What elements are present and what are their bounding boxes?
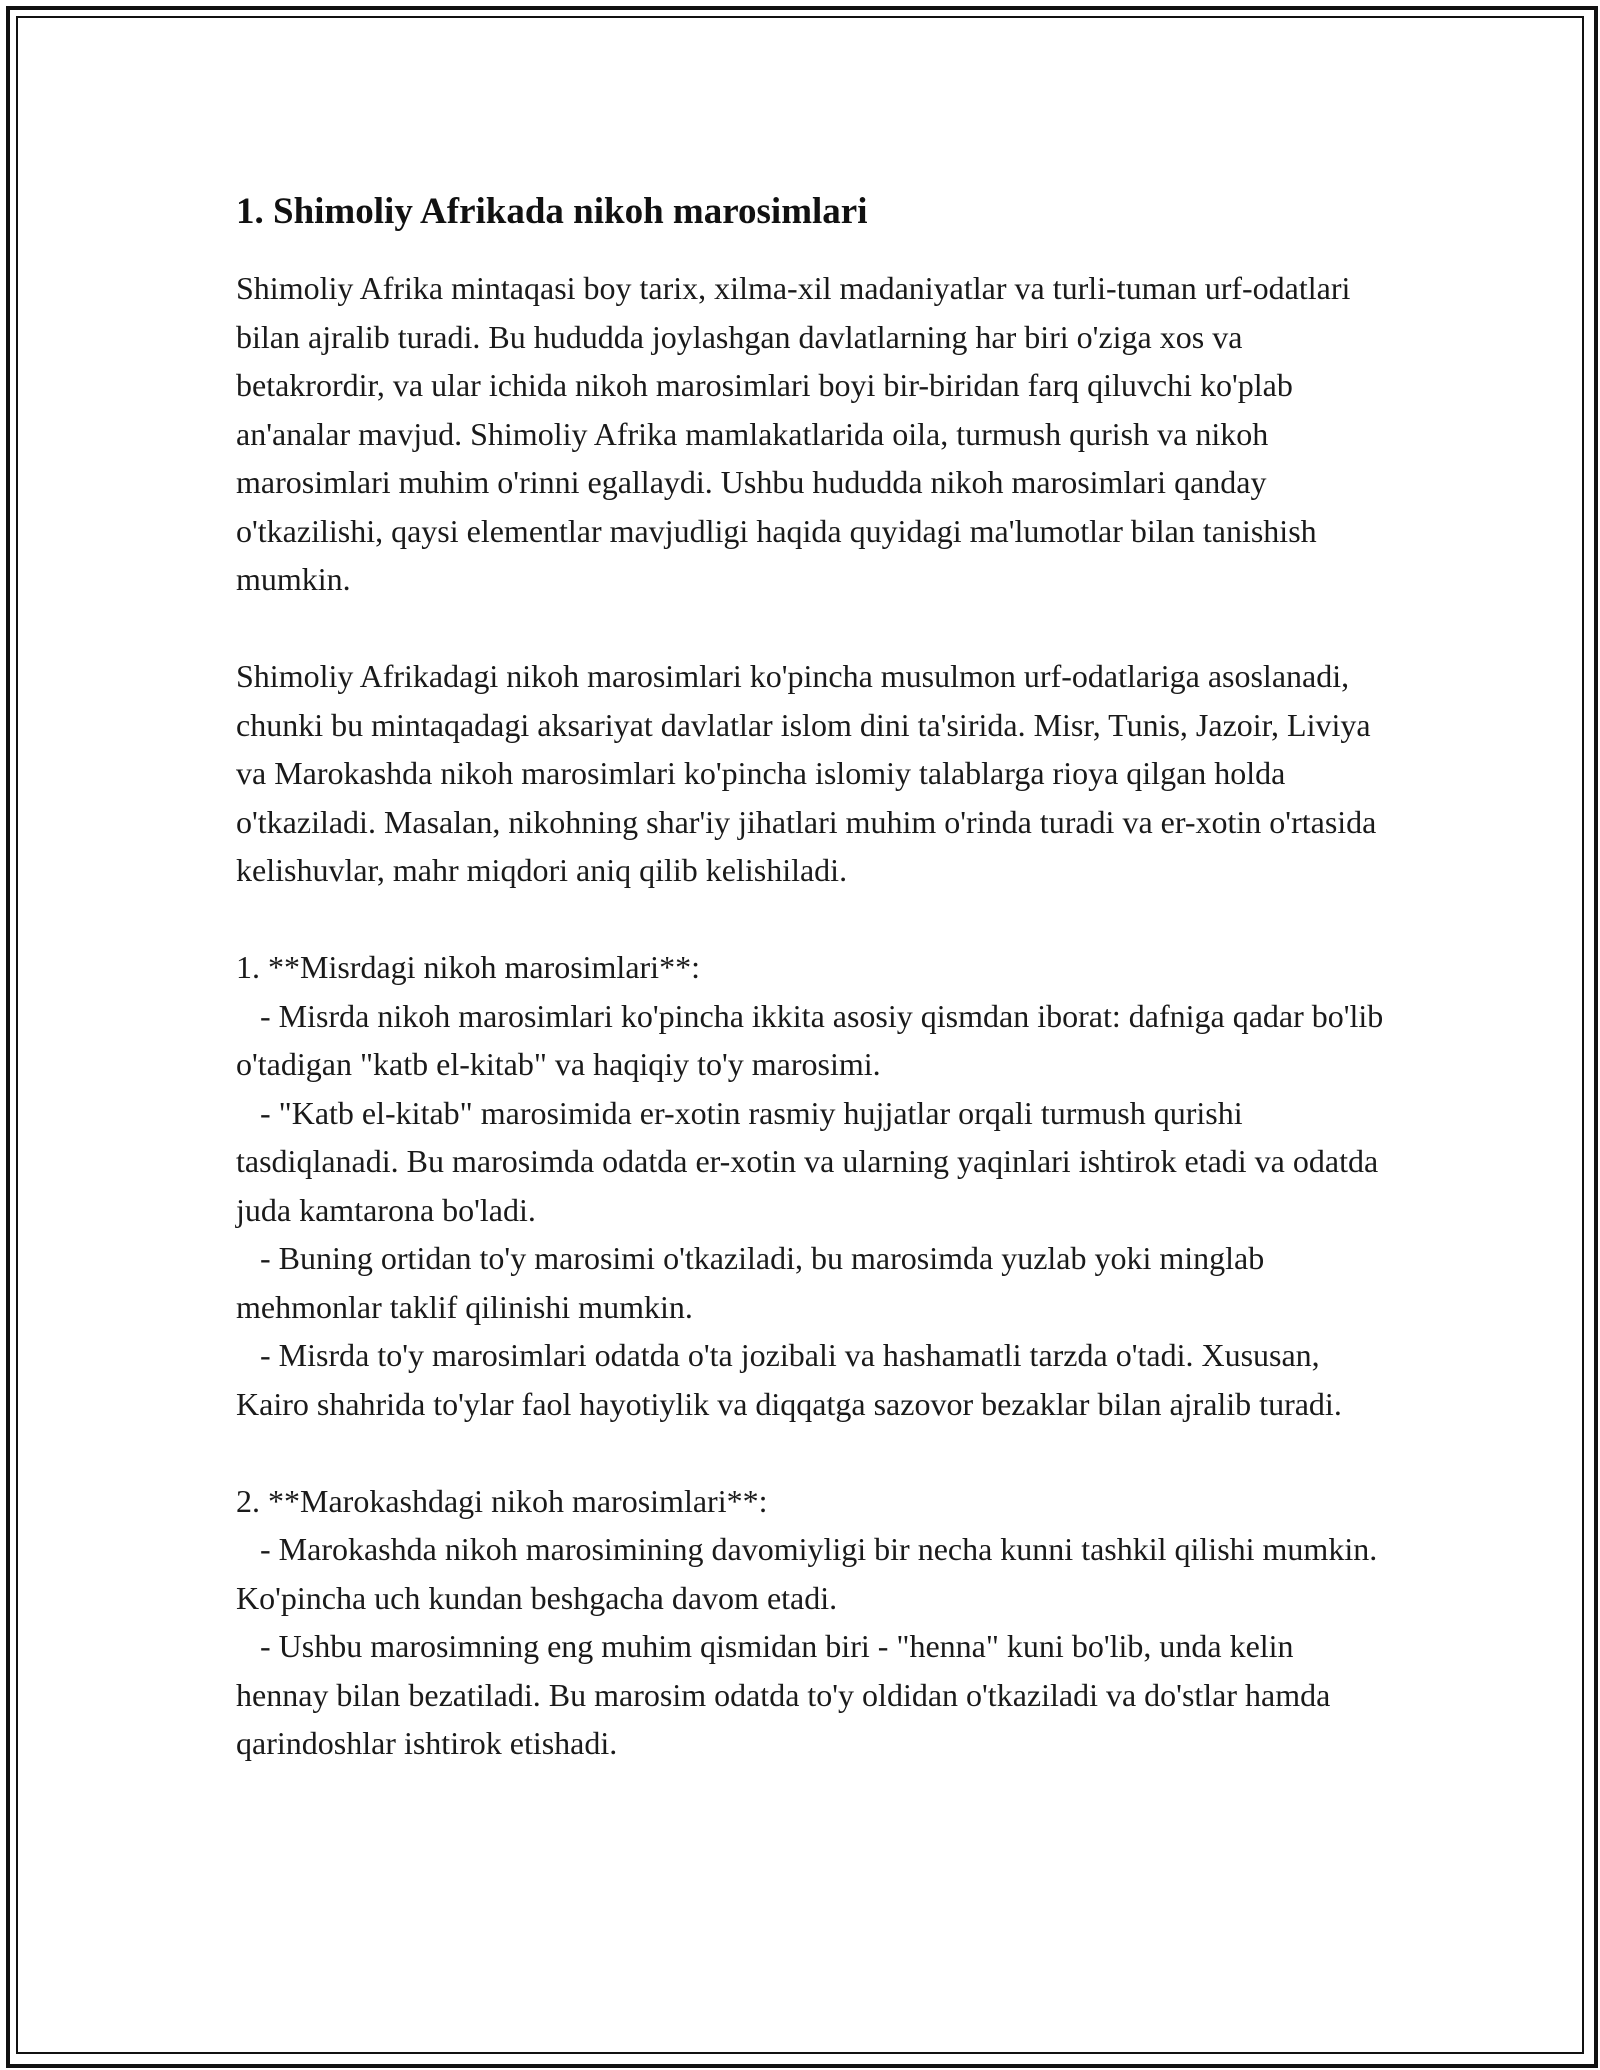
egypt-section — [236, 943, 1392, 1428]
list-item: - Buning ortidan to'y marosimi o'tkaziladi, bu marosimda yuzlab yoki minglab mehmonlar taklif qilinishi mumkin. — [236, 1240, 1273, 1325]
egypt-section-title: 1. **Misrdagi nikoh marosimlari**: — [236, 949, 700, 985]
list-item: - Marokashda nikoh marosimining davomiyligi bir necha kunni tashkil qilishi mumkin. Ko'pincha uch kundan beshgacha davom etadi. — [236, 1531, 1386, 1616]
section-heading: 1. Shimoliy Afrikada nikoh marosimlari — [236, 191, 868, 232]
list-item: - Ushbu marosimning eng muhim qismidan biri - "henna" kuni bo'lib, unda kelin hennay bilan bezatiladi. Bu marosim odatda to'y oldidan o'tkaziladi va do'stlar hamda qarindoshlar ishtirok etishadi. — [236, 1628, 1339, 1761]
paragraph-spacer — [236, 1428, 1386, 1477]
morocco-section-title: 2. **Marokashdagi nikoh marosimlari**: — [236, 1482, 768, 1519]
list-item: - "Katb el-kitab" marosimida er-xotin rasmiy hujjatlar orqali turmush qurishi tasdiqlanadi. Bu marosimda odatda er-xotin va ularning yaqinlari ishtirok etadi va odatda juda kamtarona bo'ladi. — [236, 1094, 1387, 1228]
morocco-section — [236, 1477, 1386, 1768]
context-paragraph: Shimoliy Afrikadagi nikoh marosimlari ko'pincha musulmon urf-odatlariga asoslanadi, chunki bu mintaqadagi aksariyat davlatlar islom dini ta'sirida. Misr, Tunis, Jazoir, Liviya va Marokashda nikoh marosimlari ko'pincha islomiy talablarga rioya qilgan holda o'tkaziladi. Masalan, nikohning shar'iy jihatlari muhim o'rinda turadi va er-xotin o'rtasida kelishuvlar, mahr miqdori aniq qilib kelishiladi. — [236, 658, 1385, 888]
intro-paragraph: Shimoliy Afrika mintaqasi boy tarix, xilma-xil madaniyatlar va turli-tuman urf-odatlari bilan ajralib turadi. Bu hududda joylashgan davlatlarning har biri o'ziga xos va betakrordir, va ular ichida nikoh marosimlari boyi bir-biridan farq qiluvchi ko'plab an'analar mavjud. Shimoliy Afrika mamlakatlarida oila, turmush qurish va nikoh marosimlari muhim o'rinni egallaydi. Ushbu hududda nikoh marosimlari qanday o'tkazilishi, qaysi elementlar mavjudligi haqida quyidagi ma'lumotlar bilan tanishish mumkin. — [236, 270, 1359, 597]
paragraph-spacer — [236, 604, 1386, 653]
document-body — [236, 188, 1392, 1768]
paragraph-spacer — [236, 895, 1386, 944]
list-item: - Misrda to'y marosimlari odatda o'ta jozibali va hashamatli tarzda o'tadi. Xususan, Kairo shahrida to'ylar faol hayotiylik va diqqatga sazovor bezaklar bilan ajralib turadi. — [236, 1337, 1342, 1422]
list-item: - Misrda nikoh marosimlari ko'pincha ikkita asosiy qismdan iborat: dafniga qadar bo'lib o'tadigan "katb el-kitab" va haqiqiy to'y marosimi. — [236, 997, 1392, 1082]
